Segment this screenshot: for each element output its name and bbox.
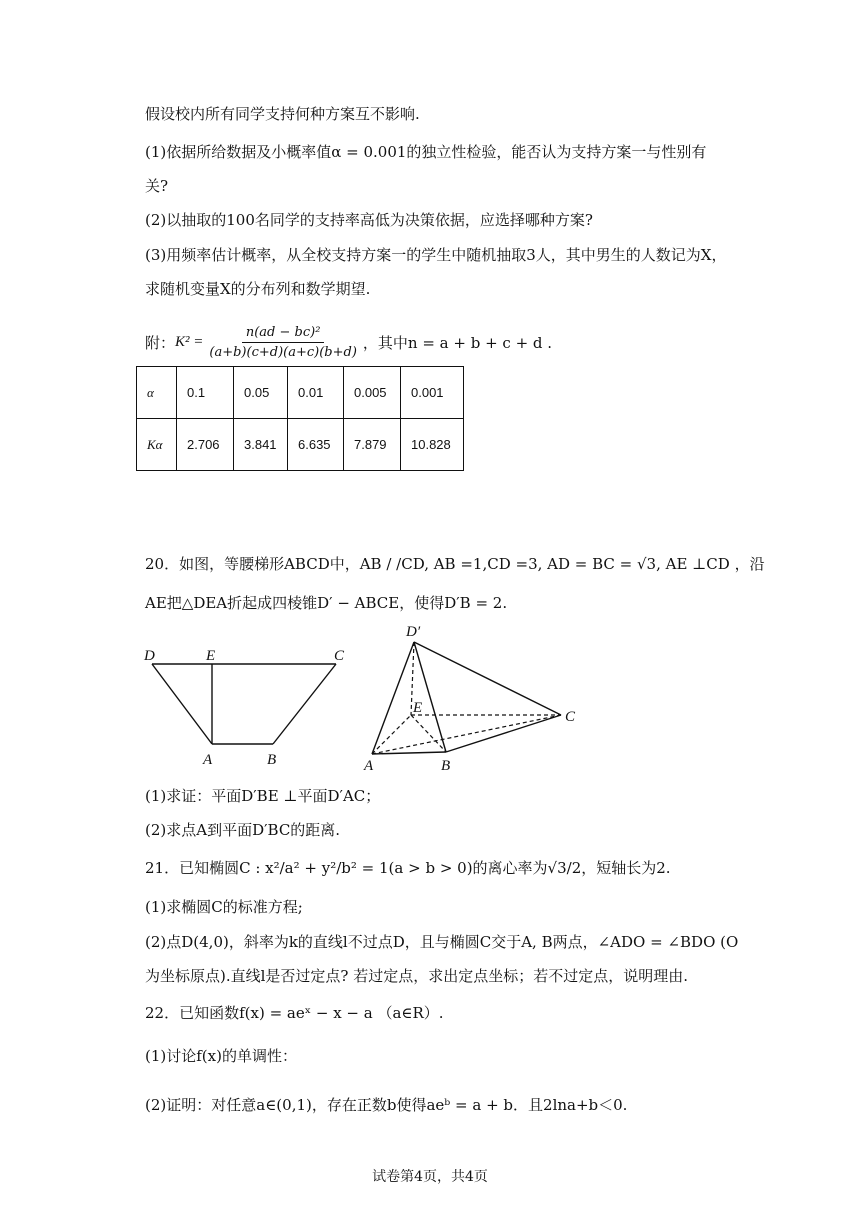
vertex-label-b: B <box>441 758 451 774</box>
vertex-label-e: E <box>413 700 423 716</box>
table-cell: 0.005 <box>344 367 401 419</box>
pyramid-figure <box>358 618 588 776</box>
question-20-part-2: (2)求点A到平面D′BC的距离. <box>145 821 341 839</box>
vertex-label-e: E <box>206 648 216 664</box>
question-20-part-1: (1)求证：平面D′BE ⊥平面D′AC； <box>145 787 381 805</box>
question-21-stem: 21．已知椭圆C : x²/a² + y²/b² = 1(a > b > 0)的离心率为√3/2，短轴长为2. <box>145 859 671 877</box>
question-20-stem-2: AE把△DEA折起成四棱锥D′ − ABCE，使得D′B = 2. <box>145 594 508 612</box>
text-line: 关? <box>145 177 169 195</box>
formula-fraction <box>209 325 357 360</box>
table-cell: 0.001 <box>401 367 464 419</box>
vertex-label-d: D <box>144 648 155 664</box>
question-22-part-1: (1)讨论f(x)的单调性： <box>145 1047 297 1065</box>
vertex-label-a: A <box>203 752 213 768</box>
question-20-stem: 20．如图，等腰梯形ABCD中，AB / /CD, AB =1,CD =3, AD = BC = √3, AE ⊥CD ，沿 <box>145 555 765 573</box>
question-21-part-2: (2)点D(4,0)，斜率为k的直线l不过点D，且与椭圆C交于A, B两点，∠ADO = ∠BDO (O <box>145 933 739 951</box>
table-cell: 10.828 <box>401 419 464 471</box>
text-line: 为坐标原点).直线l是否过定点? 若过定点，求出定点坐标；若不过定点，说明理由. <box>145 967 688 985</box>
vertex-label-c: C <box>565 709 576 725</box>
chi-square-formula <box>145 322 552 362</box>
vertex-label-b: B <box>267 752 277 768</box>
table-cell: α <box>137 367 177 419</box>
critical-value-table <box>136 366 464 471</box>
question-part-1: (1)依据所给数据及小概率值α = 0.001的独立性检验，能否认为支持方案一与性别有 <box>145 143 707 161</box>
text-line: 假设校内所有同学支持何种方案互不影响. <box>145 105 420 123</box>
page-footer: 试卷第4页，共4页 <box>372 1169 488 1185</box>
table-cell: 6.635 <box>288 419 344 471</box>
table-row <box>137 419 464 471</box>
trapezoid-figure <box>140 640 360 770</box>
text-line: 求随机变量X的分布列和数学期望. <box>145 280 371 298</box>
formula-prefix: 附： <box>145 333 176 352</box>
table-cell: 2.706 <box>177 419 234 471</box>
question-21-part-1: (1)求椭圆C的标准方程; <box>145 898 303 916</box>
table-cell: 0.05 <box>234 367 288 419</box>
formula-numerator: n(ad − bc)² <box>242 325 325 343</box>
question-part-3: (3)用频率估计概率，从全校支持方案一的学生中随机抽取3人，其中男生的人数记为X， <box>145 246 727 264</box>
formula-denominator: (a+b)(c+d)(a+c)(b+d) <box>209 344 357 360</box>
table-cell: 3.841 <box>234 419 288 471</box>
question-22-stem: 22．已知函数f(x) = aeˣ − x − a （a∈R）. <box>145 1004 444 1022</box>
vertex-label-a: A <box>364 758 374 774</box>
table-cell: Kα <box>137 419 177 471</box>
formula-lhs: K² = <box>175 333 204 350</box>
table-row <box>137 367 464 419</box>
formula-suffix: ，其中n = a + b + c + d . <box>362 333 553 352</box>
question-22-part-2: (2)证明：对任意a∈(0,1)，存在正数b使得aeᵇ = a + b．且2lna+b＜0. <box>145 1096 628 1114</box>
vertex-label-c: C <box>334 648 345 664</box>
table-cell: 0.1 <box>177 367 234 419</box>
table-cell: 0.01 <box>288 367 344 419</box>
table-cell: 7.879 <box>344 419 401 471</box>
vertex-label-d-prime: D′ <box>406 624 421 640</box>
question-part-2: (2)以抽取的100名同学的支持率高低为决策依据，应选择哪种方案? <box>145 211 593 229</box>
